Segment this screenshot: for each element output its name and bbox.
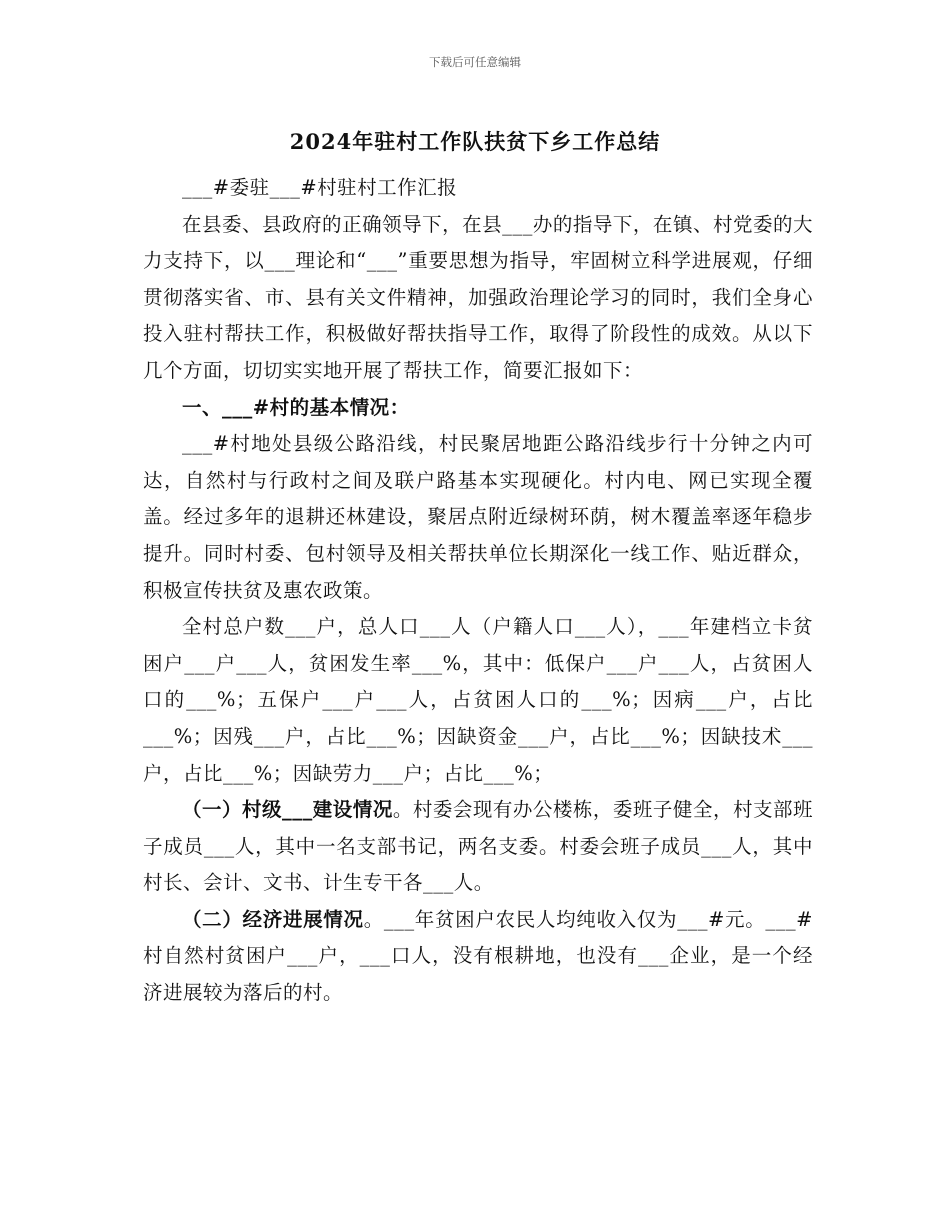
paragraph-text: 。___年贫困户农民人均纯收入仅为___#元。___#村自然村贫困户___户，___口人，没有根耕地，也没有___企业，是一个经济进展较为落后的村。	[143, 907, 813, 1005]
paragraph-text: 。村委会现有办公楼栋，委班子健全，村支部班子成员___人，其中一名支部书记，两名支委。村委会班子成员___人，其中村长、会计、文书、计生专干各___人。	[143, 798, 813, 895]
paragraph-text: 全村总户数___户，总人口___人（户籍人口___人），___年建档立卡贫困户___户___人，贫困发生率___%，其中：低保户___户___人，占贫困人口的___%；五保户___户___人，占贫困人口的___%；因病___户，占比___%；因残___户，占比___%；因缺资金___户，占比___%；因缺技术___户，占比___%；因缺劳力___户；占比___%；	[143, 615, 813, 785]
paragraph-text: ___#村地处县级公路沿线，村民聚居地距公路沿线步行十分钟之内可达，自然村与行政村之间及联户路基本实现硬化。村内电、网已实现全覆盖。经过多年的退耕还林建设，聚居点附近绿树环荫，树木覆盖率逐年稳步提升。同时村委、包村领导及相关帮扶单位长期深化一线工作、贴近群众，积极宣传扶贫及惠农政策。	[143, 432, 813, 602]
section-heading-basic-info	[143, 390, 813, 427]
paragraph-location	[143, 426, 813, 609]
page-header: 下载后可任意编辑	[429, 55, 521, 69]
paragraph-population	[143, 609, 813, 792]
paragraph-bold-lead: （一）村级___建设情况	[182, 798, 393, 822]
paragraph-bold-lead: （二）经济进展情况	[182, 907, 364, 931]
document-body	[143, 170, 813, 1012]
paragraph-bold-lead: 一、___#村的基本情况：	[182, 395, 410, 419]
paragraph-village-construction	[143, 792, 813, 902]
paragraph-text: 在县委、县政府的正确领导下，在县___办的指导下，在镇、村党委的大力支持下，以___理论和“___”重要思想为指导，牢固树立科学进展观，仔细贯彻落实省、市、县有关文件精神，加强政治理论学习的同时，我们全身心投入驻村帮扶工作，积极做好帮扶指导工作，取得了阶段性的成效。从以下几个方面，切切实实地开展了帮扶工作，简要汇报如下：	[143, 212, 813, 382]
paragraph-intro	[143, 207, 813, 390]
paragraph-text: ___#委驻___#村驻村工作汇报	[182, 176, 458, 199]
paragraph-heading-line	[143, 170, 813, 207]
document-title: 2024年驻村工作队扶贫下乡工作总结	[289, 129, 661, 154]
paragraph-economy	[143, 902, 813, 1012]
